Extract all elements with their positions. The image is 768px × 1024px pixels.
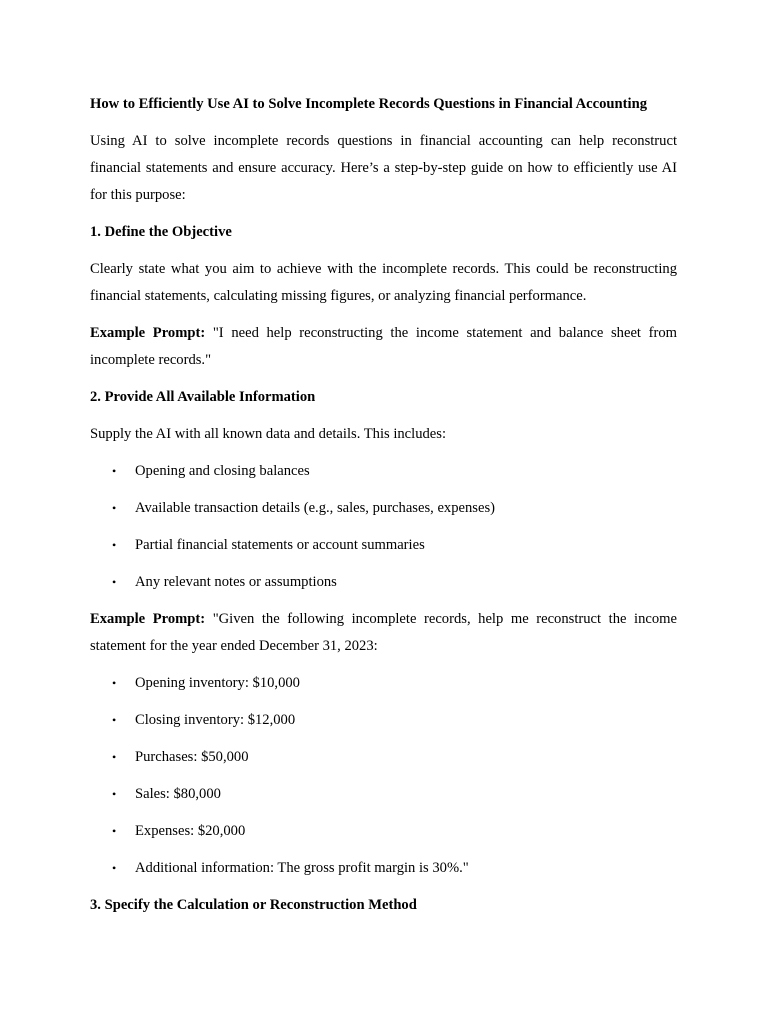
bullet-icon: • bbox=[112, 676, 117, 690]
list-item-text: Expenses: $20,000 bbox=[135, 823, 246, 839]
bullet-icon: • bbox=[112, 787, 117, 801]
information-bullet-list bbox=[90, 458, 677, 596]
section-heading-define-objective: 1. Define the Objective bbox=[90, 224, 232, 240]
list-item-text: Purchases: $50,000 bbox=[135, 749, 249, 765]
list-item-text: Additional information: The gross profit margin is 30%." bbox=[135, 860, 469, 876]
list-item-text: Any relevant notes or assumptions bbox=[135, 574, 337, 590]
list-item bbox=[90, 532, 677, 559]
list-item bbox=[90, 744, 677, 771]
list-item-text: Closing inventory: $12,000 bbox=[135, 712, 296, 728]
example-prompt-1 bbox=[90, 320, 677, 374]
section-body-provide-information: Supply the AI with all known data and details. This includes: bbox=[90, 426, 447, 442]
list-item-text: Partial financial statements or account summaries bbox=[135, 537, 425, 553]
example-records-bullet-list bbox=[90, 670, 677, 882]
bullet-icon: • bbox=[112, 575, 117, 589]
intro-paragraph: Using AI to solve incomplete records questions in financial accounting can help reconstruct financial statements and ensure accuracy. Here’s a step-by-step guide on how to efficiently use AI for this purpose: bbox=[90, 133, 677, 203]
list-item bbox=[90, 569, 677, 596]
example-prompt-text: "Given the following incomplete records, help me reconstruct the income statement for the year ended December 31, 2023: bbox=[90, 611, 677, 654]
list-item-text: Sales: $80,000 bbox=[135, 786, 221, 802]
list-item bbox=[90, 707, 677, 734]
document-page bbox=[90, 91, 677, 929]
list-item-text: Opening inventory: $10,000 bbox=[135, 675, 300, 691]
section-heading-specify-method: 3. Specify the Calculation or Reconstruction Method bbox=[90, 897, 417, 913]
section-heading-provide-information: 2. Provide All Available Information bbox=[90, 389, 316, 405]
section-body-define-objective: Clearly state what you aim to achieve with the incomplete records. This could be reconstructing financial statements, calculating missing figures, or analyzing financial performance. bbox=[90, 261, 677, 304]
list-item bbox=[90, 781, 677, 808]
example-prompt-label: Example Prompt: bbox=[90, 325, 206, 341]
list-item-text: Available transaction details (e.g., sales, purchases, expenses) bbox=[135, 500, 495, 516]
example-prompt-label: Example Prompt: bbox=[90, 611, 206, 627]
list-item bbox=[90, 855, 677, 882]
list-item bbox=[90, 670, 677, 697]
bullet-icon: • bbox=[112, 464, 117, 478]
bullet-icon: • bbox=[112, 750, 117, 764]
bullet-icon: • bbox=[112, 501, 117, 515]
list-item-text: Opening and closing balances bbox=[135, 463, 310, 479]
example-prompt-text: "I need help reconstructing the income statement and balance sheet from incomplete records." bbox=[90, 325, 677, 368]
list-item bbox=[90, 495, 677, 522]
bullet-icon: • bbox=[112, 538, 117, 552]
list-item bbox=[90, 818, 677, 845]
bullet-icon: • bbox=[112, 861, 117, 875]
document-title: How to Efficiently Use AI to Solve Incomplete Records Questions in Financial Accounting bbox=[90, 96, 647, 112]
bullet-icon: • bbox=[112, 713, 117, 727]
list-item bbox=[90, 458, 677, 485]
example-prompt-2 bbox=[90, 606, 677, 660]
bullet-icon: • bbox=[112, 824, 117, 838]
